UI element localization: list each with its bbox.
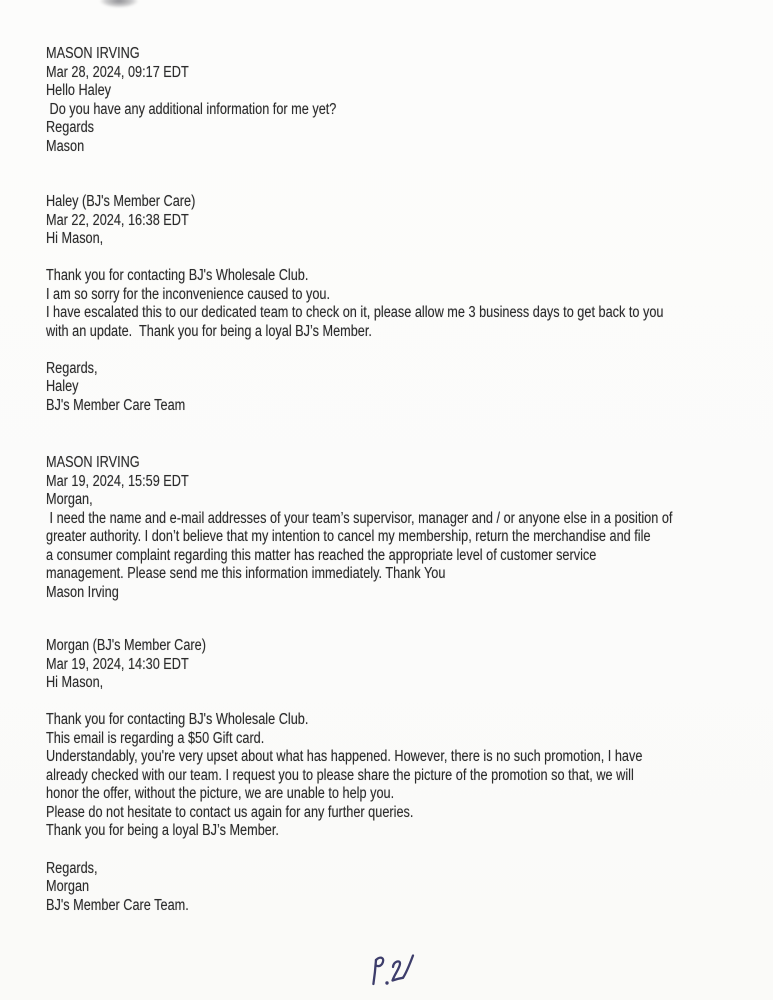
message-line: Regards, <box>46 359 98 377</box>
message-line: Hello Haley <box>46 82 111 100</box>
message-line: Mason Irving <box>46 583 119 601</box>
message-line: management. Please send me this information immediately. Thank You <box>46 565 446 583</box>
message-line: Hi Mason, <box>46 674 104 692</box>
message-line: BJ's Member Care Team. <box>46 896 189 914</box>
message-line <box>46 841 629 860</box>
message-author: MASON IRVING <box>46 45 140 62</box>
message-line: Morgan, <box>46 491 93 509</box>
email-message-2 <box>46 193 757 416</box>
message-timestamp: Mar 22, 2024, 16:38 EDT <box>46 211 189 229</box>
message-line: Understandably, you're very upset about what has happened. However, there is no such promotion, I have <box>46 748 643 766</box>
message-line: This email is regarding a $50 Gift card. <box>46 729 265 747</box>
message-line <box>46 341 629 360</box>
email-message-3 <box>46 454 757 602</box>
message-line: I need the name and e-mail addresses of your team’s supervisor, manager and / or anyone else in a position of <box>46 509 673 527</box>
message-line: Haley <box>46 378 79 396</box>
message-line: Regards <box>46 119 95 137</box>
message-author: Haley (BJ's Member Care) <box>46 193 196 210</box>
email-message-4 <box>46 637 757 915</box>
handwritten-page-number <box>366 946 418 992</box>
message-line: Morgan <box>46 878 90 896</box>
message-line: Regards, <box>46 859 98 877</box>
message-line: Thank you for contacting BJ's Wholesale Club. <box>46 711 309 729</box>
message-line: with an update. Thank you for being a loyal BJ’s Member. <box>46 322 372 340</box>
message-line: I am so sorry for the inconvenience caused to you. <box>46 285 331 303</box>
message-timestamp: Mar 19, 2024, 14:30 EDT <box>46 655 189 673</box>
message-timestamp: Mar 19, 2024, 15:59 EDT <box>46 472 189 490</box>
scan-artifact-smudge <box>99 0 139 8</box>
message-line: a consumer complaint regarding this matter has reached the appropriate level of customer service <box>46 546 597 564</box>
message-line: Thank you for being a loyal BJ’s Member. <box>46 822 279 840</box>
message-line: Thank you for contacting BJ's Wholesale Club. <box>46 267 309 285</box>
message-line: I have escalated this to our dedicated team to check on it, please allow me 3 business days to get back to you <box>46 304 664 322</box>
message-line: Mason <box>46 137 85 155</box>
message-author: Morgan (BJ's Member Care) <box>46 637 206 654</box>
message-line: greater authority. I don’t believe that my intention to cancel my membership, return the merchandise and file <box>46 528 651 546</box>
message-line <box>46 249 629 268</box>
message-timestamp: Mar 28, 2024, 09:17 EDT <box>46 63 189 81</box>
message-line <box>46 693 629 712</box>
message-line: honor the offer, without the picture, we are unable to help you. <box>46 785 395 803</box>
message-line: already checked with our team. I request you to please share the picture of the promotion so that, we will <box>46 766 634 784</box>
message-line: Hi Mason, <box>46 230 104 248</box>
message-author: MASON IRVING <box>46 454 140 471</box>
message-line: BJ's Member Care Team <box>46 397 186 415</box>
email-message-1 <box>46 45 757 156</box>
message-line: Please do not hesitate to contact us again for any further queries. <box>46 803 414 821</box>
message-line: Do you have any additional information for me yet? <box>46 100 337 118</box>
